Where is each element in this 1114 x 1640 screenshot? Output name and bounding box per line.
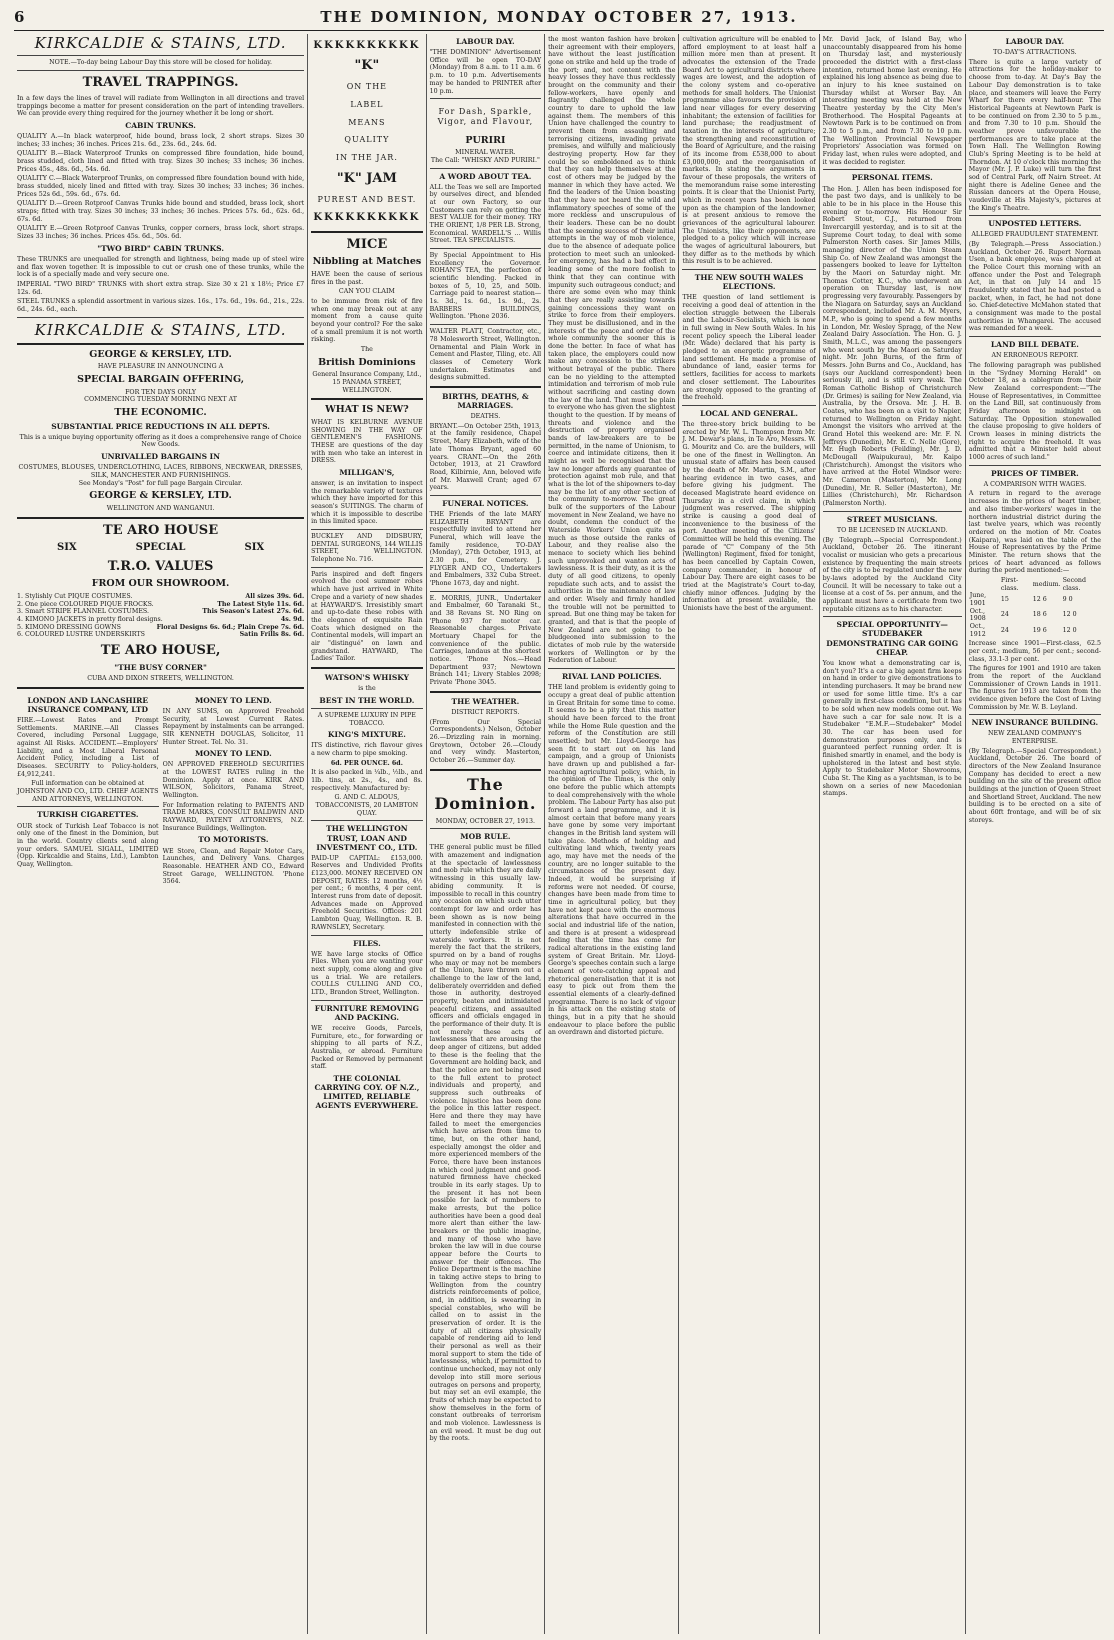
k-purest: PUREST AND BEST. (317, 194, 417, 204)
furniture-text: WE receive Goods, Parcels, Furniture, etc., for forwarding or shipping to all parts of N.Z., Australia, or abroad. Furniture Packed or Removed by permanent staff. (311, 1024, 423, 1071)
k-jam: "K" JAM (336, 170, 397, 186)
mob-rule-text: THE general public must be filled with amazement and indignation at the spectacle of lawlessness and mob rule which they are daily witnessing in this usually law-abiding community. It is impossible to recall in this country any occasion on which such utter contempt for law and order has been shown as is now being manifested in connection with the utterly indefensible strike of waterside workers. It is not merely the fact that the strikers, spurred on by a band of roughs who may or may not be members of the Union, have thrown out a challenge to the law of the land, deliberately overridden and defied those in authority, destroyed property, beaten and intimidated peaceful citizens, and assaulted officers and officials engaged in the performance of their duty. It is not merely these acts of lawlessness that are arousing the deep anger of citizens, but added to these is the feeling that the Government are holding back, and that the police are not being used to the full extent to protect individuals and property, and suppress such outbreaks of violence. Injustice has been done the police in this latter respect. Here and there they may have failed to meet the emergencies which have arisen from time to time, but, on the other hand, especially amongst the older and more experienced members of the Force, there have been instances in which cool judgment and good-natured firmness have checked trouble in its early stages. Up to the present it has not been possible for lack of numbers to make arrests, but the police authorities have been a good deal more alert than either the law-breakers or the public imagine, and many of those who have broken the law will in due course appear before the Courts to answer for their offences. The Police Department is the machine in taking active steps to bring to Wellington from the country districts reinforcements of police, and, in addition, is swearing in special constables, who will be called on to assist in the preservation of order. It is the duty of all citizens physically capable of rendering aid to lend their personal as well as their moral support to stem the tide of lawlessness, which, if permitted to continue unchecked, may not only develop into still more serious outrages on persons and property, but may set an evil example, the fruits of which may be expected to show themselves in the form of constant outbreaks of terrorism and mob violence. Lawlessness is an evil weed. It must be dug out by the roots. (429, 844, 542, 1443)
k-means: MEANS (348, 117, 386, 127)
trunk-item: QUALITY B.—Black Waterproof Trunks on compressed fibre foundation, hide bound, brass studded, cloth lined and fitted with tray. Sizes 30 inches; 33 inches; 36 inches. Prices 45s., 48s. 6d., 54s. 6d. (17, 150, 305, 173)
kirkcaldie-heading: KIRKCALDIE & STAINS, LTD. (34, 34, 287, 52)
gk-unrivalled: UNRIVALLED BARGAINS IN (101, 452, 221, 462)
motorists-heading: TO MOTORISTS. (198, 835, 269, 845)
gk-pleasure: HAVE PLEASURE IN ANNOUNCING A (97, 363, 224, 371)
bdm-heading: BIRTHS, DEATHS, & MARRIAGES. (442, 391, 529, 410)
watsons-whisky: WATSON'S WHISKY (324, 672, 409, 682)
unposted-heading: UNPOSTED LETTERS. (988, 219, 1082, 229)
weather-text: (From Our Special Correspondents.) Nelson, October 26.—Drizzling rain in morning. Greytown, October 26.—Cloudy and very windy. Masterton, October 26.—Summer day. (429, 718, 542, 764)
insurance-text: (By Telegraph.—Special Correspondent.) Auckland, October 26. The board of directors of the New Zealand Insurance Company has decided to erect a new building on the site of the present office buildings at the junction of Queen Street and Shortland Street, Auckland. The new building is to be erected on a site of about 60ft frontage, and will be of six storeys. (968, 747, 1101, 824)
kirkcaldie-footer: KIRKCALDIE & STAINS, LTD. (34, 320, 287, 339)
special-opportunity-heading: SPECIAL OPPORTUNITY—STUDEBAKER DEMONSTRATING CAR GOING CHEAP. (826, 620, 959, 657)
te-aro-footer: TE ARO HOUSE, (100, 643, 221, 659)
aro-item-price: All sizes 39s. 6d. (245, 592, 305, 600)
turkish-heading: TURKISH CIGARETTES. (37, 810, 139, 820)
table-cell: 24 (1000, 611, 1009, 619)
table-cell: 18 6 (1032, 611, 1047, 619)
funeral-heading: FUNERAL NOTICES. (442, 498, 529, 508)
aro-item-name: 2. One piece COLOURED PIQUE FROCKS. (17, 600, 154, 608)
column-6 (820, 34, 966, 1634)
gk-economic: THE ECONOMIC. (114, 407, 207, 419)
aro-item-price: The Latest Style 11s. 6d. (217, 600, 305, 608)
special-opportunity-text: You know what a demonstrating car is, don't you? It's a car a big agent firm keeps on hand in order to give demonstrations to intending purchasers. It may be brand new or used for some little time. It's a car generally in first-class condition, but it has to be sold when new models come out. We have such a car for sale now. It is a Studebaker "E.M.F.—Studebaker" Model 30. The car has been used for demonstration purposes only, and is guaranteed perfect running order. It is finished smartly in enamel, and the body is upholstered in the latest and best style. Apply to Studebaker Motor Showrooms, Cuba St. The King as a yachtsman, is to be shown on a series of new Macedonian stamps. (822, 659, 962, 798)
street-musicians-sub: TO BE LICENSED IN AUCKLAND. (836, 526, 948, 534)
turkish-text: OUR stock of Turkish Leaf Tobacco is not only one of the finest in the Dominion, but in the world. Country clients send along your orders. SAMUEL SIGALL, LIMITED (Opp. Kirkcaldie and Stains, Ltd.), Lambton Quay, Wellington. (17, 822, 159, 868)
k-border-top: KKKKKKKKKK (313, 40, 421, 51)
land-bill-text: The following paragraph was published in the "Sydney Morning Herald" on October 18, as a cablegram from their New Zealand correspondent:—"The House of Representatives, in Committee on the Land Bill, sat continuously from Friday afternoon to midnight on Saturday. The Opposition stonewalled the clause proposing to give holders of Crown leases in mining districts the right to acquire the freehold. It was admitted that a Minister held about 1000 acres of such land." (968, 361, 1101, 461)
table-row (969, 608, 1101, 623)
street-musicians-text: (By Telegraph.—Special Correspondent.) Auckland, October 26. The itinerant vocalist or musician who gets a precarious existence by frequenting the main streets of the city is to be regulated under the new by-laws adopted by the Auckland City Council. It will be necessary to take out a license at a cost of 5s. per annum, and the applicant must have a certificate from two reputable citizens as to his character. (822, 536, 962, 613)
table-cell: 24 (1000, 626, 1009, 634)
k-on-the: ON THE (346, 82, 388, 92)
money-lend-text: IN ANY SUMS, on Approved Freehold Security, at Lowest Current Rates. Repayment by instalments can be arranged. SIR KENNETH DOUGLAS, Solicitor, 11 Hunter Street. Tel. No. 31. (162, 707, 305, 746)
table-cell: 19 6 (1032, 626, 1047, 634)
timber-intro: A return in regard to the average increases in the prices of heart timber, and also timber-workers' wages in the northern industrial district during the last twelve years, which was recently ordered on the motion of Mr. Coates (Kaipara), was laid on the table of the House of Representatives by the Prime Minister. The return shows that the prices of heart advanced as follows during the period mentioned:— (968, 490, 1101, 575)
colonial-carrying: THE COLONIAL CARRYING COY. OF N.Z., LIMITED, RELIABLE AGENTS EVERYWHERE. (314, 1073, 420, 1111)
timber-text: The figures for 1901 and 1910 are taken from the report of the Auckland Commissioner of Crown Lands in 1911. The figures for 1913 are taken from the evidence given before the Cost of Living Commission by Mr. W. B. Leyland. (968, 665, 1101, 711)
kings-price: 6d. PER OUNCE. 6d. (330, 759, 403, 767)
timber-heading: PRICES OF TIMBER. (990, 468, 1079, 478)
london-insurance-heading: LONDON AND LANCASHIRE INSURANCE COMPANY, LTD (27, 695, 149, 714)
table-cell: Second class. (1062, 576, 1087, 592)
column-2 (308, 34, 427, 1634)
gk-special: SPECIAL BARGAIN OFFERING, (77, 374, 245, 386)
gk-lines: COSTUMES, BLOUSES, UNDERCLOTHING, LACES, RIBBONS, NECKWEAR, DRESSES, SILK, MANCHESTER AND FURNISHINGS. (18, 464, 303, 479)
trunk-item: QUALITY A.—In black waterproof, hide bound, brass lock, 2 short straps. Sizes 30 inches; 33 inches; 36 inches. Prices 21s. 6d., 23s. 6d., 24s. 6d. (17, 132, 305, 148)
local-general-text: The three-story brick building to be erected by Mr. W. L. Thompson from Mr. J. M. Dewar's plans, in Te Aro, Messrs. W. G. Mouritz and Co. are the builders, will be one of the finest in Wellington. An unusual state of affairs has been caused by the death of Mr. Martin, S.M., after hearing evidence in two cases, and before giving his judgment. The deceased Magistrate heard evidence on Thursday in a civil claim, in which judgment was reserved. The shipping strike is causing a good deal of inconvenience to the business of the port. Another meeting of the Citizens' Committee will be held this evening. The parade of "C" Company of the 5th (Wellington) Regiment, fixed for tonight, has been cancelled by Captain Cowen, company commander, in honour of Labour Day. There are eight cases to be tried at the Magistrate's Court to-day, chiefly minor offences. Judging by the information at present available, the Unionists have the best of the argument. (682, 420, 816, 613)
george-kersley-heading: GEORGE & KERSLEY, LTD. (89, 348, 232, 360)
table-cell: medium. (1032, 580, 1061, 588)
timber-sub: A COMPARISON WITH WAGES. (983, 480, 1087, 488)
tea-text: ALL the Teas we sell are Imported by ourselves direct, and blended at our own Factory, so our Customers can rely on getting the BEST VALUE for their money. TRY THE ORIENT, 1/8 PER LB. Strong, Economical. WARDELL'S ... Willis Street. TEA SPECIALISTS. (429, 183, 542, 245)
kings-mixture: KING'S MIXTURE. (327, 730, 406, 740)
mice-subheading: Nibbling at Matches (312, 256, 422, 268)
labour-day-heading: LABOUR DAY. (456, 37, 515, 46)
gk-locations: WELLINGTON AND WANGANUI. (106, 504, 215, 512)
files-text: WE have large stocks of Office Files. When you are wanting your next supply, come along and give us a trial. We are retailers. COULLS CULLING AND CO., LTD., Brandon Street, Wellington. (311, 950, 423, 996)
steel-trunks: STEEL TRUNKS a splendid assortment in various sizes. 16s., 17s. 6d., 19s. 6d., 21s., 22s. 6d., 24s. 6d., each. (17, 298, 305, 313)
kings-luxury: A SUPREME LUXURY IN PIPE TOBACCO. (317, 711, 416, 727)
land-bill-sub: AN ERRONEOUS REPORT. (991, 352, 1079, 360)
gk-commencing: COMMENCING TUESDAY MORNING NEXT AT (84, 396, 237, 404)
imperial-trunks: IMPERIAL "TWO BIRD" TRUNKS with short extra strap. Size 30 x 21 x 18½; Price £7 12s. 6d. (17, 280, 305, 296)
unposted-sub: ALLEGED FRAUDULENT STATEMENT. (971, 231, 1099, 239)
k-quality: QUALITY (344, 135, 390, 145)
aro-item-name: 4. KIMONO JACKETS in pretty floral designs. (17, 616, 163, 623)
newspaper-title: THE DOMINION, MONDAY OCTOBER 27, 1913. (320, 8, 798, 26)
london-insurance-text: FIRE.—Lowest Rates and Prompt Settlements. MARINE.—All Classes Covered, including Personal Luggage, against All Risks. ACCIDENT.—Employers' Liability, and a Most Liberal Personal Accident Policy, including a List of Diseases. SECURITY to Policy-holders, £4,912,241. (17, 716, 159, 778)
trunk-item: QUALITY C.—Black Waterproof Trunks, on compressed fibre foundation bound with hide, brass studded, nicely lined and fitted with tray. Sizes 30 inches; 33 inches; 36 inches. Prices 52s 6d., 59s. 6d., 67s. 6d. (17, 175, 305, 198)
street-musicians-heading: STREET MUSICIANS. (846, 514, 938, 524)
table-cell: Oct., 1908 (969, 607, 986, 623)
mob-rule-heading: MOB RULE. (460, 832, 511, 842)
money-lend-text-2: ON APPROVED FREEHOLD SECURITIES at the LOWEST RATES ruling in the Dominion. Apply at once. KIRK AND WILSON, Solicitors, Panama Street, Wellington. (162, 761, 305, 800)
funeral-text: THE Friends of the late MARY ELIZABETH BRYANT are respectfully invited to attend her Funeral, which will leave the family residence, TO-DAY (Monday), 27th October, 1913, at 2.30 p.m., for Cemetery. J. FLYGER AND CO., Undertakers and Embalmers, 332 Cuba Street. 'Phone 1673, day and night. (429, 511, 542, 588)
rival-land-text: THE land problem is evidently going to occupy a great deal of public attention in Great Britain for some time to come. It seems to be a pity that this matter should have been forced to the front while the Home Rule question and the reform of the Constitution are still unsettled; but Mr. Lloyd-George has seen fit to start out on his land campaign, and a group of Unionists have drawn up and published a far-reaching agricultural policy, which, in the opinion of The Times, is the only one before the public which attempts to deal comprehensively with the whole problem. The Labour Party has also put forward a land programme, and it is almost certain that before many years have gone by some very important changes in the British land system will take place. Methods of holding and cultivating land which, twenty years ago, may have met the needs of the country, are no longer suitable to the circumstances of the present day. Indeed, it would be surprising if reforms were not needed. Of course, changes have been made from time to time in agricultural policy, but they have not kept pace with the enormous alterations that have occurred in the social and industrial life of the nation, and there is at present a widespread feeling that the time has come for radical alterations in the existing land system of Great Britain. Mr. Lloyd-George's speeches contain such a large element of vote-catching appeal and rhetorical generalisation that it is not easy to pick out from them the essential elements of a clearly-defined programme. There is no lack of vigour in his attack on the existing state of things, but in a pity that he should endeavour to place before the public an overdrawn and distorted picture. (548, 684, 676, 1037)
patents-text: For Information relating to PATENTS AND TRADE MARKS, CONSULT BALDWIN AND RAYWARD, PATENT ATTORNEYS, N.Z. Insurance Buildings, Wellington. (162, 801, 305, 832)
london-agents: Full information can be obtained at JOHNSTON AND CO., LTD. CHIEF AGENTS AND ATTORNEYS, WELLINGTON. (17, 780, 159, 803)
deaths-heading: DEATHS. (470, 413, 501, 421)
tea-heading: A WORD ABOUT TEA. (439, 171, 532, 181)
aro-item-price: This Season's Latest 27s. 6d. (202, 608, 305, 616)
aro-item-price: Floral Designs 6s. 6d.; Plain Crepe 7s. 6d. (156, 623, 305, 631)
watson-best: BEST IN THE WORLD. (319, 695, 415, 705)
travel-intro: In a few days the lines of travel will radiate from Wellington in all directions and travel trappings become a matter for present consideration on the part of intending travellers. We can provide every thing required for the journey whether it be long or short. (17, 94, 305, 118)
kings-pack: It is also packed in ¼lb., ½lb., and 1lb. tins, at 2s., 4s., and 8s. respectively. Manufactured by: (311, 769, 423, 792)
table-row (969, 592, 1101, 607)
gk-reductions: SUBSTANTIAL PRICE REDUCTIONS IN ALL DEPTS. (51, 421, 270, 431)
rival-land-continued: cultivation agriculture will be enabled to afford employment to at least half a million more men than at present. It advocates the extension of the Trade Board Act to agricultural districts where wages are lowest, and the adoption of the colony system and co-operative methods for small holders. The Unionist programme also favours the provision of land near villages for every deserving inhabitant; the extension of facilities for land purchase; the readjustment of taxation in the interests of agriculture; the strengthening and reconstitution of the Board of Agriculture, and the raising of its income from £538,000 to about £3,000,000; and the reorganisation of markets. In stating the arguments in favour of these proposals, the writers of the memorandum raise some interesting points. It is clear that the Unionist Party, which in recent years has been looked upon as the champion of the landowner, is at present anxious to remove the grievances of the agricultural labourer. The Unionists, like their opponents, are pledged to a policy which will increase the wages of agricultural labourers, but they differ as to the methods by which this result is to be achieved. (682, 36, 816, 266)
column-3 (427, 34, 546, 1634)
table-cell: 15 (1000, 596, 1009, 604)
platt-text: WALTER PLATT, Contractor, etc., 78 Molesworth Street, Wellington. Ornamental and Plain Work in Cement and Plaster, Tiling, etc. All classes of Cemetery Work undertaken. Estimates and designs submitted. (429, 328, 542, 382)
table-cell: 12 6 (1032, 596, 1047, 604)
hayward-ad: Paris inspired and deft fingers evolved the cool summer robes which have just arrived in White Crepe and a variety of new shades at HAYWARD'S. Irresistibly smart and up-to-date these robes with the elegance of exquisite Rain Coats which designed on the Continental models, will impart an air "distingué" on lawn and grandstand. HAYWARD, The Ladies' Tailor. (311, 570, 423, 663)
timber-table (969, 577, 1101, 638)
office-notice: "THE DOMINION" Advertisement Office will be open TO-DAY (Monday) from 8 a.m. to 11 a.m. 6 p.m. to 10 p.m. Advertisements may be handed to PRINTER after 10 p.m. (429, 49, 542, 95)
k-border-bottom: KKKKKKKKKK (313, 212, 421, 224)
k-letter: "K" (354, 58, 380, 74)
table-cell: June, 1901 (969, 592, 987, 607)
gk-ten-days: FOR TEN DAYS ONLY (125, 388, 197, 396)
insurance-sub: NEW ZEALAND COMPANY'S ENTERPRISE. (988, 730, 1082, 746)
furniture-heading: FURNITURE REMOVING AND PACKING. (314, 1003, 420, 1022)
aro-item-name: 5. KIMONO DRESSING GOWNS (17, 623, 121, 631)
attractions-heading: TO-DAY'S ATTRACTIONS. (993, 49, 1077, 57)
k-in-the-jar: IN THE JAR. (335, 153, 398, 163)
mice-text: HAVE been the cause of serious fires in the past. (311, 271, 423, 286)
kings-text: ITS distinctive, rich flavour gives a new charm to pipe smoking. (311, 742, 423, 757)
classifieds-bottom (17, 693, 304, 888)
table-header (969, 577, 1101, 592)
aro-showroom: FROM OUR SHOWROOM. (91, 578, 230, 590)
bd-sub: General Insurance Company, Ltd., (312, 371, 422, 379)
watson-is-the: is the (358, 685, 376, 693)
british-dominions: British Dominions (318, 356, 416, 368)
aro-item-name: 1. Stylishly Cut PIQUE COSTUMES. (17, 592, 133, 600)
table-cell: Oct., 1912 (969, 622, 986, 638)
george-kersley-footer: GEORGE & KERSLEY, LTD. (89, 490, 232, 502)
date-line: MONDAY, OCTOBER 27, 1913. (435, 817, 535, 825)
column-1 (14, 34, 308, 1634)
weather-subheading: DISTRICT REPORTS. (451, 708, 520, 716)
attractions-text: There is quite a large variety of attractions for the holiday-maker to choose from to-day. At Day's Bay the Labour Day demonstration is to take place, and steamers will leave the Ferry Wharf for there every half-hour. The Historical Pageants at Newtown Park is to be continued on from 2.30 to 5 p.m., and from 7.30 to 10 p.m. Should the weather prove unfavourable the performances are to take place at the Town Hall. The Wellington Rowing Club's Spring Meeting is to be held at Thorndon. At 10 o'clock this morning the Mayor (Mr. J. P. Luke) will turn the first sod of Central Park, off Nairn Street. At night there is Adeline Genee and the Russian dancers at the Opera House, vaudeville at His Majesty's, pictures at the King's Theatre. (968, 58, 1101, 212)
two-bird-heading: "TWO BIRD" CABIN TRUNKS. (97, 243, 224, 253)
bd-address: 15 PANAMA STREET, WELLINGTON. (332, 379, 402, 394)
labour-day-heading-2: LABOUR DAY. (1005, 37, 1065, 46)
aro-item-name: 6. COLOURED LUSTRE UNDERSKIRTS (17, 631, 145, 639)
trust-text: PAID-UP CAPITAL: £153,000. Reserves and Undivided Profits £123,000. MONEY RECEIVED ON DEPOSIT, RATES: 12 months, 4½ per cent.; 6 months, 4 per cent. Interest runs from date of deposit. Advances made on Approved Freehold Securities. Offices: 201 Lambton Quay, Wellington. R. B. RAWNSLEY, Secretary. (311, 854, 423, 931)
aro-item-name: 3. Smart STRIPE FLANNEL COSTUMES. (17, 608, 150, 616)
mob-rule-continued: the most wanton fashion have broken their agreement with their employers, have without the least justification gone on strike and held up the trade of the port; and, not content with the heavy losses they have thus recklessly brought on the community and their fellow-workers, have openly and flagrantly challenged the whole country to dare to uphold the law against them. The members of this Union have challenged the country to prevent them from assaulting and terrorising citizens, invading private premises, and wilfully and maliciously destroying property. How far they could be so emboldened as to think that they can help themselves at the cost of others may be judged by the manner in which they have acted. We find the leaders of the Union boasting that they have not heard the wild and inflammatory speeches of some of the more reckless and unscrupulous of their leaders. These can be no doubt that the seeming success of their initial attempts in the way of mob violence, due to the absence of adequate police protection to meet such an unlooked-for emergency, has had a bad effect in leading some of the more foolish to think that they can continue with impunity such outrageous conduct; and there are some even who may think that they are really assisting towards gaining concessions they want on strike to force from their employers. They must be disillusioned, and in the interests of the peace and order of the whole community the sooner this is done the better. In face of what has taken place, the employers could now make any concession to the strikers without betrayal of the public. There can be no yielding to the attempted intimidation and terrorism of mob rule without sacrificing and casting down the law of the land. That must be plain to everyone who has given the slightest thought to the question. If by means of threats and violence and the destruction of property organised bands of law-breakers are to be permitted, in the name of Unionism, to coerce and intimidate citizens, then it might as well be recognised that the law no longer affords any guarantee of protection against mob rule, and that what is the lot of the shipowners to-day may be the lot of any other section of the community to-morrow. The great bulk of the supporters of the Labour movement in New Zealand, we have no doubt, condemn the conduct of the Waterside Workers' Union quite as much as those outside the ranks of Labour, and they realise also the menace to society which lies behind such unprovoked and wanton acts of lawlessness. It is their duty, as it is the duty of all good citizens, to openly repudiate such acts, and to assist the authorities in the maintenance of law and order. Wisely and firmly handled the trouble will not be permitted to spread. But one thing may be taken for granted, and that is that the people of New Zealand are not going to be bludgeoned into submission to the dictates of mob rule by the waterside workers of Wellington or by the Federation of Labour. (548, 36, 676, 665)
trunk-item: QUALITY D.—Green Rotproof Canvas Trunks hide bound and studded, brass lock, short straps; fitted with tray. Sizes 30 inches; 33 inches; 36 inches. Prices 57s. 6d., 62s. 6d., 67s. 6d. (17, 200, 305, 223)
busy-corner: "THE BUSY CORNER" (114, 662, 207, 672)
column-7 (966, 34, 1104, 1634)
trust-heading: THE WELLINGTON TRUST, LOAN AND INVESTMENT CO., LTD. (316, 824, 418, 852)
timber-increase: Increase since 1901—First-class, 62.5 per cent.; medium, 56 per cent.; second-class, 33.1-3 per cent. (968, 640, 1101, 663)
nsw-elections-heading: THE NEW SOUTH WALES ELECTIONS. (694, 273, 804, 292)
motorists-text: WE Store, Clean, and Repair Motor Cars, Launches, and Delivery Vans. Charges Reasonable. HEATHER AND CO., Edward Street Garage, WELLINGTON. 'Phone 3564. (162, 847, 305, 886)
column-5 (679, 34, 819, 1634)
aro-special: SPECIAL (135, 542, 186, 554)
puriri-for: For Dash, Sparkle, Vigor, and Flavour, (437, 107, 534, 126)
aro-item-price: 4s. 9d. (280, 616, 305, 623)
column-4 (545, 34, 679, 1634)
rohan-text: By Special Appointment to His Excellency the Governor. ROHAN'S TEA, the perfection of scientific blending. Packed in boxes of 5, 10, 25, and 50lb. Carriage paid to nearest station—1s. 3d., 1s. 6d., 1s. 9d., 2s. BARBERS BUILDINGS, Wellington. 'Phone 2036. (429, 252, 542, 321)
mice-heading: MICE (346, 236, 388, 252)
k-label: LABEL (350, 99, 384, 109)
travel-heading: TRAVEL TRAPPINGS. (82, 74, 239, 90)
files-heading: FILES. (353, 938, 381, 948)
deaths-text: BRYANT.—On October 25th, 1913, at the family residence, Chapel Street, Mary Elizabeth, wife of the late Thomas Bryant, aged 60 years. CRANT.—On the 26th October, 1913, at 21 Crawford Road, Kilbirnie, Ann, beloved wife of Mr. Maxwell Crant; aged 67 years. (429, 422, 542, 492)
unposted-text: (By Telegraph.—Press Association.) Auckland, October 26. Rupert Norman Usen, a bank employee, was charged at the Police Court this morning with an offence under the Post and Telegraph Act, in that on July 14 and 15 fraudulently stated that he had posted a packet, when, in fact, he had not done so. Chief-detective McMahon stated that a consignment was made to the postal authorities in Whangarei. The accused was remanded for a week. (968, 241, 1101, 333)
table-cell: 12 0 (1062, 611, 1077, 619)
dominion-masthead: The Dominion. (434, 774, 537, 814)
morris-text: E. MORRIS, JUNR., Undertaker and Embalmer, 60 Taranaki St., and 38 Revans St. NO Ring on 'Phone 937 for motor car. Reasonable charges. Private Mortuary Chapel for the convenience of the public. Carriages, landaus at the shortest notice. 'Phone Nos.—Head Department 937; Newtown Branch 141; Livery Stables 2098; Private 'Phone 3045. (429, 594, 542, 687)
milligans-text: answer, is an invitation to inspect the remarkable variety of textures which they have imported for this season's SUITINGS. The charm of which it is impossible to describe in this limited space. (311, 480, 423, 526)
mice-body: to be immune from risk of fire when one may break out at any moment from a cause quite beyond your control? For the sake of a small premium it is not worth risking. (311, 298, 423, 344)
aro-items (17, 593, 304, 639)
table-row (969, 623, 1101, 638)
personal-items-heading: PERSONAL ITEMS. (851, 173, 933, 183)
puriri-name: PURIRI (465, 134, 506, 146)
weather-heading: THE WEATHER. (451, 696, 520, 706)
land-bill-heading: LAND BILL DEBATE. (990, 340, 1079, 350)
local-general-heading: LOCAL AND GENERAL. (700, 408, 798, 418)
money-lend-heading-2: MONEY TO LEND. (194, 749, 272, 759)
aro-six-left: SIX (57, 542, 77, 554)
personal-items-text: The Hon. J. Allen has been indisposed for the past two days, and is unlikely to be able to be in his place in the House this evening or to-morrow. His Honour Sir Robert Stout, C.J., returned from Invercargill yesterday, and is to sit at the Supreme Court today, to deal with some Palmerston North cases. Sir James Mills, managing director of the Union Steam Ship Co. of New Zealand was amongst the passengers booked to leave for Lyttelton by the Maori on Saturday night. Mr. Thomas Cotter, K.C., who underwent an operation on Thursday last, is now progressing very favourably. Passengers by the Niagara on Saturday, says an Auckland correspondent, included Mr. A. M. Myers, M.P., who is going to spend a few months in London, Mr. Wesley Spragg, of the New Zealand Dairy Association. The Hon. G. J. Smith, M.L.C., was among the passengers who went south by the Maori on Saturday night. Mr. John Burns, of the firm of Messrs. John Burns and Co., Auckland, has (says our Auckland correspondent) been seriously ill, and is still very weak. The Roman Catholic Bishop of Christchurch (Dr. Grimes) is sailing for New Zealand, via Australia, by the Orsova. Mr. J. H. B. Coates, who has been on a visit to Napier, returned to Wellington on Friday night. Amongst the visitors who arrived at the Grand Hotel this weekend are: Mr. F. N. Jeffreys (Dunedin), Mr. E. C. Nelle (Gore), Mr. Hugh Roberts (Feilding), Mr. J. D. McDougall (Waipukurau), Mr. Kaipo (Christchurch). Amongst the visitors who have arrived at the Hotel Windsor were: Mr. Cameron (Masterton), Mr. Long (Dunedin), Mr. R. Seller (Masterton), Mr. Lillies (Christchurch), Mr. Richardson (Palmerston North). (822, 185, 962, 508)
columns (14, 34, 1104, 1634)
puriri-mineral: MINERAL WATER. (455, 149, 516, 157)
holiday-note: NOTE.—To-day being Labour Day this store will be closed for holiday. (49, 59, 273, 67)
table-cell: 12 0 (1062, 626, 1077, 634)
whats-new-heading: WHAT IS NEW? (325, 404, 409, 416)
aro-address: CUBA AND DIXON STREETS, WELLINGTON. (87, 675, 234, 683)
nsw-elections-text: THE question of land settlement is receiving a good deal of attention in the election struggle between the Liberals and the Labour-Socialists, which is now in full swing in New South Wales. In his recent policy speech the Liberal leader (Mr. Wade) declared that his party is pledged to an energetic programme of land settlement. He made a promise of abundance of land, easier terms for settlers, facilities for access to markets and closer settlement. The Labourites are strongly opposed to the granting of the freehold. (682, 294, 816, 402)
can-you-claim: CAN YOU CLAIM (338, 288, 395, 296)
milligans: MILLIGAN'S, (339, 467, 395, 477)
gk-unique: This is a unique buying opportunity offering as it does a comprehensive range of Choice New Goods. (19, 433, 302, 449)
bd-the: The (360, 346, 373, 354)
aro-values: T.R.O. VALUES (107, 558, 214, 574)
whats-new-text: WHAT IS KELBURNE AVENUE SHOWING IN THE WAY OF GENTLEMEN'S FASHIONS. THESE are questions of the day with men who take an interest in DRESS. (311, 418, 423, 465)
two-bird-text: These TRUNKS are unequalled for strength and lightness, being made up of steel wire and flax woven together. It is impossible to cut or crush one of these trunks, while the lock is of a specially made and very secure one. (17, 255, 305, 279)
kings-maker: G. AND C. ALDOUS, TOBACCONISTS, 20 LAMBTON QUAY. (315, 794, 419, 817)
masthead (14, 6, 1104, 31)
te-aro-heading: TE ARO HOUSE (103, 522, 219, 538)
gk-circular: See Monday's "Post" for full page Bargain Circular. (78, 479, 243, 487)
trunk-item: QUALITY E.—Green Rotproof Canvas Trunks, copper corners, brass lock, short straps. Sizes 33 inches; 36 inches. Prices 45s. 6d., 50s. 6d. (17, 225, 305, 241)
dentist-ad: BUCKLEY AND DIDSBURY, DENTAL SURGEONS, 144 WILLIS STREET, WELLINGTON. Telephone No. 716. (311, 533, 423, 564)
puriri-call: The Call: "WHISKY AND PURIRI." (430, 156, 540, 164)
aro-item-price: Satin Frills 8s. 6d. (239, 631, 305, 639)
table-cell (969, 577, 1000, 592)
table-cell: 9 0 (1062, 596, 1073, 604)
aro-six-right: SIX (244, 542, 265, 554)
local-continued: Mr. David Jack, of Island Bay, who unaccountably disappeared from his home on Thursday last, and mysteriously proceeded the district with a first-class intention, returned home last evening. He explained his long absence as being due to an injury to his knee sustained on Thursday whilst at Worser Bay. An interesting meeting was held at the New Theatre yesterday by the City Men's Brotherhood. The Hospital Pageants at Newtown Park is to be continued on from 2.30 to 5 p.m., and from 7.30 to 10 p.m. The Wellington Provincial Newspaper Proprietors' Association was formed on Friday last, when rules were adopted, and it was decided to register. (822, 36, 962, 166)
insurance-heading: NEW INSURANCE BUILDING. (971, 718, 1099, 728)
table-cell: First-class. (1000, 576, 1019, 592)
rival-land-heading: RIVAL LAND POLICIES. (561, 672, 662, 682)
page-number: 6 (14, 8, 25, 26)
cabin-trunks-heading: CABIN TRUNKS. (125, 120, 196, 130)
money-lend-heading: MONEY TO LEND. (194, 695, 272, 705)
